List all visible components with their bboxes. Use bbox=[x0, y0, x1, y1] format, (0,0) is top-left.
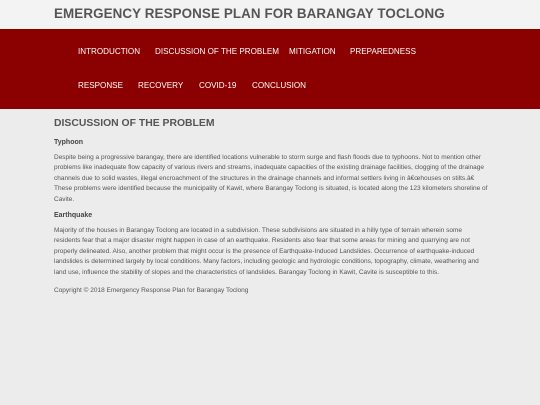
typhoon-paragraph: Despite being a progressive barangay, there are identified locations vulnerable to storm surge and flash floods due to typhoons. Not to mention other problems like inadequate flow capacity of various rivers and streams, inadequate capacities of the existing drainage facilities, clogging of the drainage channels due to solid wastes, illegal encroachment of the structures in the drainage channels and informal settlers living in â€œhouses on stilts.â€ These problems were identified because the municipality of Kawit, where Barangay Toclong is situated, is located along the 123 kilometers shoreline of Cavite. bbox=[54, 154, 488, 203]
nav-link-recovery[interactable]: RECOVERY bbox=[138, 81, 184, 90]
earthquake-paragraph: Majority of the houses in Barangay Toclong are located in a subdivision. These subdivisions are situated in a hilly type of terrain wherein some residents fear that a major disaster might happen in case of an earthquake. Residents also fear that some areas for mining and quarrying are not properly delineated. Also, another problem that might occur is the presence of Earthquake-Induced Landslides. Occurrence of earthquake-induced landslides is determined largely by local conditions. Many factors, including geologic and hydrologic conditions, topography, climate, weathering and land use, influence the stability of slopes and the characteristics of landslides. Barangay Toclong in Kawit, Cavite is susceptible to this. bbox=[54, 227, 479, 276]
nav-link-mitigation[interactable]: MITIGATION bbox=[289, 47, 336, 56]
nav-link-preparedness[interactable]: PREPAREDNESS bbox=[350, 47, 416, 56]
page-title: DISCUSSION OF THE PROBLEM bbox=[54, 118, 215, 129]
copyright-footer: Copyright © 2018 Emergency Response Plan for Barangay Toclong bbox=[54, 287, 249, 295]
nav-link-conclusion[interactable]: CONCLUSION bbox=[252, 81, 306, 90]
nav-link-response[interactable]: RESPONSE bbox=[78, 81, 123, 90]
typhoon-heading: Typhoon bbox=[54, 139, 84, 146]
nav-link-introduction[interactable]: INTRODUCTION bbox=[78, 47, 141, 56]
nav-link-covid-19[interactable]: COVID-19 bbox=[199, 81, 237, 90]
site-title[interactable]: EMERGENCY RESPONSE PLAN FOR BARANGAY TOCLONG bbox=[54, 6, 445, 21]
main-nav bbox=[0, 29, 540, 109]
earthquake-heading: Earthquake bbox=[54, 212, 93, 220]
main-content bbox=[54, 117, 488, 295]
nav-link-discussion-of-the-problem[interactable]: DISCUSSION OF THE PROBLEM bbox=[155, 47, 279, 56]
site-header bbox=[0, 0, 540, 29]
